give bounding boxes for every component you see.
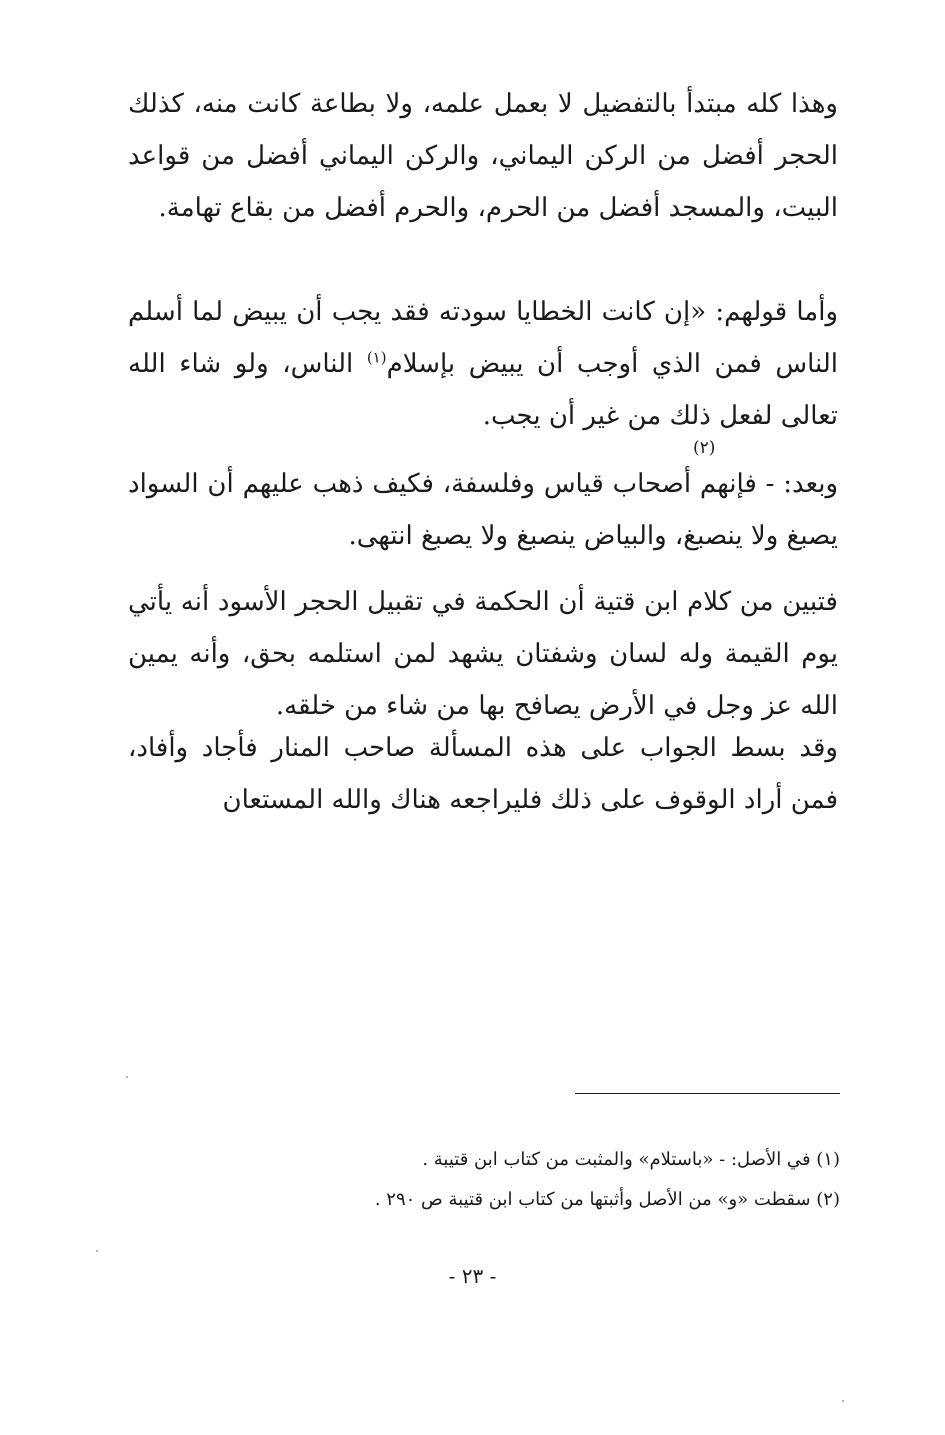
footnote-reference-1: (١) xyxy=(366,348,387,367)
paragraph-text: وهذا كله مبتدأ بالتفضيل لا بعمل علمه، ولا بطاعة كانت منه، كذلك الحجر أفضل من الركن اليماني، والركن اليماني أفضل من قواعد البيت، والمسجد أفضل من الحرم، والحرم أفضل من بقاع تهامة. xyxy=(128,89,838,223)
paragraph-text: وبعد: - فإنهم أصحاب قياس وفلسفة، فكيف ذهب عليهم أن السواد يصبغ ولا ينصبغ، والبياض ينصبغ ولا يصبغ انتهى. xyxy=(128,469,838,551)
paragraph-5 xyxy=(128,722,838,826)
paragraph-text xyxy=(128,286,838,442)
footnotes xyxy=(300,1140,840,1220)
scan-speck xyxy=(126,1076,128,1078)
footnote-reference-2: (٢) xyxy=(693,438,716,458)
paragraph-4 xyxy=(128,576,838,732)
scan-speck xyxy=(842,1400,844,1402)
paragraph-text-part: وأما قولهم: «إن كانت الخطايا سودته فقد يجب أن يبيض لما أسلم الناس فمن الذي أوجب أن يبيض بإسلام xyxy=(128,297,839,379)
paragraph-2 xyxy=(128,286,838,442)
paragraph-text: فتبين من كلام ابن قتية أن الحكمة في تقبيل الحجر الأسود أنه يأتي يوم القيمة وله لسان وشفتان يشهد لمن استلمه بحق، وأنه يمين الله عز وجل في الأرض يصافح بها من شاء من خلقه. xyxy=(128,587,838,721)
footnote-divider xyxy=(575,1093,840,1094)
paragraph-3 xyxy=(128,458,838,562)
footnote-2: (٢) سقطت «و» من الأصل وأثبتها من كتاب ابن قتيبة ص ٢٩٠ . xyxy=(374,1189,840,1210)
scan-speck xyxy=(96,1250,98,1252)
paragraph-text-part: الناس، ولو شاء الله تعالى لفعل ذلك من غير أن يجب. xyxy=(128,349,838,431)
page-number: - ٢٣ - xyxy=(448,1264,497,1288)
paragraph-1 xyxy=(128,78,838,234)
footnote-1: (١) في الأصل: - «باستلام» والمثبت من كتاب ابن قتيبة . xyxy=(422,1149,840,1170)
paragraph-text: وقد بسط الجواب على هذه المسألة صاحب المنار فأجاد وأفاد، فمن أراد الوقوف على ذلك فليراجعه هناك والله المستعان xyxy=(128,733,838,815)
